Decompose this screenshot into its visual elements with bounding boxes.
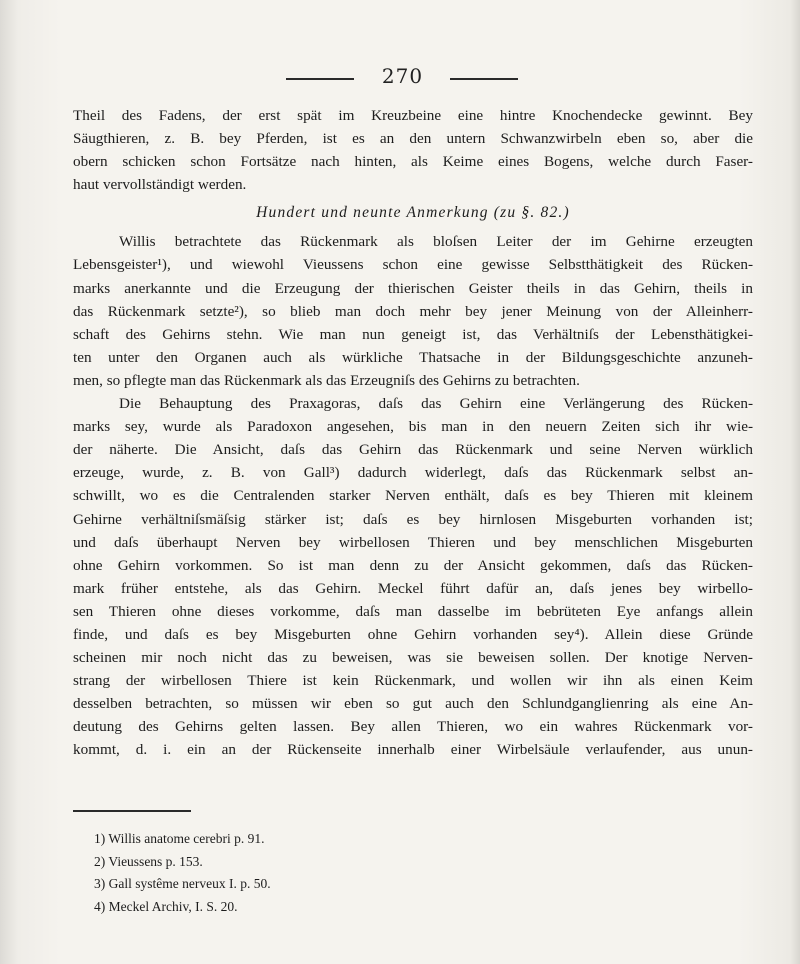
- text-line: schaft des Gehirns stehn. Wie man nun geneigt ist, das Verhältniſs der Lebensthätigkei-: [73, 325, 753, 343]
- text-line: marks sey, wurde als Paradoxon angesehen, bis man in den neuern Zeiten sich ihr wie-: [73, 418, 753, 436]
- text-line: schwillt, wo es die Centralenden starker Nerven enthält, daſs es bey Thieren mit kleinem: [73, 487, 753, 505]
- text-line: sen Thieren ohne dieses vorkomme, daſs man dasselbe im bebrüteten Eye anfangs allein: [73, 602, 753, 620]
- text-line: der näherte. Die Ansicht, daſs das Gehirn das Rückenmark und seine Nerven würklich: [73, 441, 753, 459]
- text-line: erzeuge, wurde, z. B. von Gall³) dadurch widerlegt, daſs das Rückenmark selbst an-: [73, 464, 753, 482]
- footnotes: [94, 828, 514, 918]
- text-line: kommt, d. i. ein an der Rückenseite innerhalb einer Wirbelsäule verlaufender, aus unun-: [73, 741, 753, 759]
- footnote-divider: [73, 810, 191, 812]
- text-line: finde, und daſs es bey Misgeburten ohne Gehirn vorhanden sey⁴). Allein diese Gründe: [73, 625, 753, 643]
- body-text: [73, 104, 753, 762]
- footnote: 3) Gall systême nerveux I. p. 50.: [94, 876, 271, 891]
- text-line: ten unter den Organen auch als würkliche Thatsache in der Bildungsgeschichte anzuneh-: [73, 348, 753, 366]
- text-line: ohne Gehirn vorkommen. So ist man denn zu der Ansicht gekommen, daſs das Rücken-: [73, 556, 753, 574]
- text-line: Die Behauptung des Praxagoras, daſs das Gehirn eine Verlängerung des Rücken-: [119, 395, 753, 413]
- text-line: Säugthieren, z. B. bey Pferden, ist es an den untern Schwanzwirbeln eben so, aber die: [73, 130, 753, 148]
- header-rule-left: [286, 78, 354, 80]
- text-line: Lebensgeister¹), und wiewohl Vieussens schon eine gewisse Selbstthätigkeit des Rücken-: [73, 256, 753, 274]
- footnote: 1) Willis anatome cerebri p. 91.: [94, 831, 265, 846]
- text-line: das Rückenmark setzte²), so blieb man doch mehr bey jener Meinung von der Alleinherr-: [73, 302, 753, 320]
- text-line: haut vervollständigt werden.: [73, 176, 247, 194]
- page-number: 270: [381, 64, 424, 88]
- section-heading: Hundert und neunte Anmerkung (zu §. 82.): [256, 204, 570, 222]
- text-line: men, so pflegte man das Rückenmark als das Erzeugniſs des Gehirns zu betrachten.: [73, 371, 580, 389]
- footnote: 4) Meckel Archiv, I. S. 20.: [94, 898, 238, 914]
- footnote: 2) Vieussens p. 153.: [94, 853, 203, 869]
- page-header: [0, 64, 800, 94]
- text-line: strang der wirbellosen Thiere ist kein Rückenmark, und wollen wir ihn als einen Keim: [73, 672, 753, 690]
- header-rule-right: [450, 78, 518, 80]
- text-line: Gehirne verhältniſsmäſsig stärker ist; daſs es bey hirnlosen Misgeburten vorhanden ist;: [73, 510, 753, 528]
- text-line: deutung des Gehirns gelten lassen. Bey allen Thieren, wo ein wahres Rückenmark vor-: [73, 718, 753, 736]
- text-line: marks anerkannte und die Erzeugung der thierischen Geister theils in das Gehirn, theils in: [73, 279, 753, 297]
- text-line: obern schicken schon Fortsätze nach hinten, als Keime eines Bogens, welche durch Faser-: [73, 153, 753, 171]
- text-line: Theil des Fadens, der erst spät im Kreuzbeine eine hintre Knochendecke gewinnt. Bey: [73, 107, 753, 124]
- text-line: und daſs überhaupt Nerven bey wirbellosen Thieren und bey menschlichen Misgeburten: [73, 533, 753, 551]
- text-line: Willis betrachtete das Rückenmark als bloſsen Leiter der im Gehirne erzeugten: [119, 233, 753, 251]
- text-line: mark früher entstehe, als das Gehirn. Meckel führt dafür an, daſs jenes bey wirbello-: [73, 579, 753, 597]
- text-line: desselben betrachten, so müssen wir eben so gut auch den Schlundganglienring als eine An-: [73, 695, 753, 713]
- text-line: scheinen mir noch nicht das zu beweisen, was sie beweisen sollen. Der knotige Nerven-: [73, 649, 753, 667]
